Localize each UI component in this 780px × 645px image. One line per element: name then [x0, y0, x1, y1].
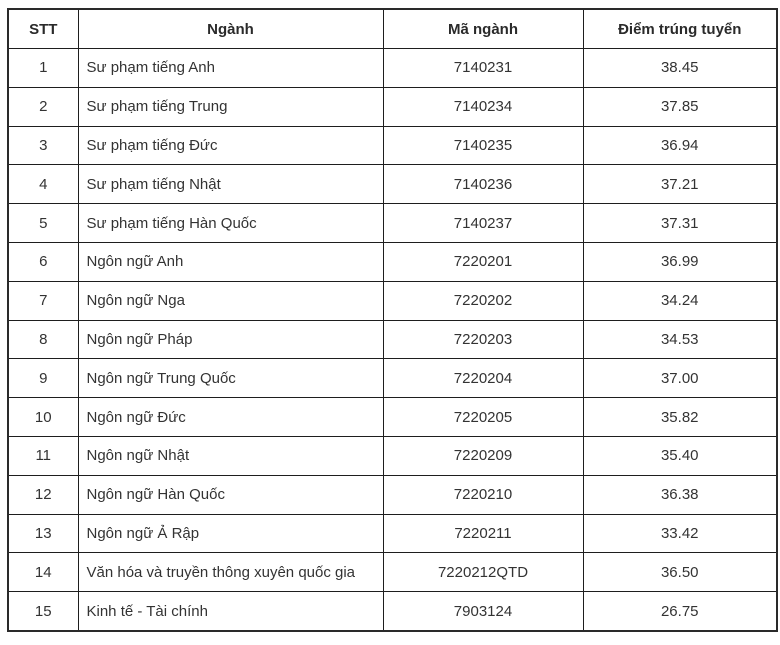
- cell-diem: 36.99: [583, 242, 777, 281]
- cell-ma-nganh: 7220211: [383, 514, 583, 553]
- cell-ma-nganh: 7140234: [383, 87, 583, 126]
- cell-stt: 1: [8, 49, 78, 88]
- cell-stt: 15: [8, 592, 78, 631]
- cell-stt: 3: [8, 126, 78, 165]
- cell-nganh: Sư phạm tiếng Nhật: [78, 165, 383, 204]
- cell-diem: 35.82: [583, 398, 777, 437]
- cell-ma-nganh: 7220210: [383, 475, 583, 514]
- cell-stt: 4: [8, 165, 78, 204]
- cell-ma-nganh: 7140237: [383, 204, 583, 243]
- table-row: [8, 398, 777, 437]
- table-row: [8, 165, 777, 204]
- header-stt: STT: [8, 9, 78, 49]
- cell-diem: 35.40: [583, 436, 777, 475]
- cell-nganh: Ngôn ngữ Đức: [78, 398, 383, 437]
- cell-diem: 37.31: [583, 204, 777, 243]
- cell-ma-nganh: 7220205: [383, 398, 583, 437]
- cell-nganh: Kinh tế - Tài chính: [78, 592, 383, 631]
- cell-diem: 26.75: [583, 592, 777, 631]
- table-row: [8, 475, 777, 514]
- cell-stt: 7: [8, 281, 78, 320]
- table-row: [8, 514, 777, 553]
- cell-diem: 38.45: [583, 49, 777, 88]
- cell-ma-nganh: 7220209: [383, 436, 583, 475]
- cell-diem: 36.38: [583, 475, 777, 514]
- table-row: [8, 242, 777, 281]
- cell-stt: 6: [8, 242, 78, 281]
- cell-stt: 11: [8, 436, 78, 475]
- cell-ma-nganh: 7220203: [383, 320, 583, 359]
- cell-stt: 12: [8, 475, 78, 514]
- cell-nganh: Ngôn ngữ Ả Rập: [78, 514, 383, 553]
- cell-nganh: Ngôn ngữ Trung Quốc: [78, 359, 383, 398]
- table-row: [8, 592, 777, 631]
- cell-stt: 5: [8, 204, 78, 243]
- cell-nganh: Ngôn ngữ Pháp: [78, 320, 383, 359]
- cell-diem: 36.94: [583, 126, 777, 165]
- table-row: [8, 204, 777, 243]
- cell-ma-nganh: 7220201: [383, 242, 583, 281]
- cell-nganh: Ngôn ngữ Hàn Quốc: [78, 475, 383, 514]
- cell-nganh: Ngôn ngữ Anh: [78, 242, 383, 281]
- cell-stt: 2: [8, 87, 78, 126]
- cell-ma-nganh: 7140236: [383, 165, 583, 204]
- table-row: [8, 436, 777, 475]
- cell-nganh: Sư phạm tiếng Anh: [78, 49, 383, 88]
- table-row: [8, 359, 777, 398]
- table-row: [8, 87, 777, 126]
- header-ma-nganh: Mã ngành: [383, 9, 583, 49]
- cell-ma-nganh: 7220202: [383, 281, 583, 320]
- cell-ma-nganh: 7220204: [383, 359, 583, 398]
- cell-stt: 13: [8, 514, 78, 553]
- cell-nganh: Văn hóa và truyền thông xuyên quốc gia: [78, 553, 383, 592]
- header-nganh: Ngành: [78, 9, 383, 49]
- table-row: [8, 126, 777, 165]
- cell-ma-nganh: 7220212QTD: [383, 553, 583, 592]
- cell-diem: 37.85: [583, 87, 777, 126]
- cell-nganh: Sư phạm tiếng Đức: [78, 126, 383, 165]
- cell-stt: 14: [8, 553, 78, 592]
- cell-stt: 10: [8, 398, 78, 437]
- cell-diem: 33.42: [583, 514, 777, 553]
- cell-nganh: Sư phạm tiếng Trung: [78, 87, 383, 126]
- header-diem-trung-tuyen: Điểm trúng tuyển: [583, 9, 777, 49]
- cell-nganh: Ngôn ngữ Nga: [78, 281, 383, 320]
- cell-stt: 8: [8, 320, 78, 359]
- cell-nganh: Sư phạm tiếng Hàn Quốc: [78, 204, 383, 243]
- cell-diem: 34.24: [583, 281, 777, 320]
- cell-ma-nganh: 7140235: [383, 126, 583, 165]
- table-row: [8, 49, 777, 88]
- cell-stt: 9: [8, 359, 78, 398]
- cell-diem: 34.53: [583, 320, 777, 359]
- cell-diem: 37.21: [583, 165, 777, 204]
- table-row: [8, 281, 777, 320]
- table-row: [8, 553, 777, 592]
- cell-diem: 36.50: [583, 553, 777, 592]
- cell-ma-nganh: 7903124: [383, 592, 583, 631]
- table-header-row: [8, 9, 777, 49]
- cell-diem: 37.00: [583, 359, 777, 398]
- admission-scores-table: [7, 8, 778, 632]
- table-row: [8, 320, 777, 359]
- cell-ma-nganh: 7140231: [383, 49, 583, 88]
- cell-nganh: Ngôn ngữ Nhật: [78, 436, 383, 475]
